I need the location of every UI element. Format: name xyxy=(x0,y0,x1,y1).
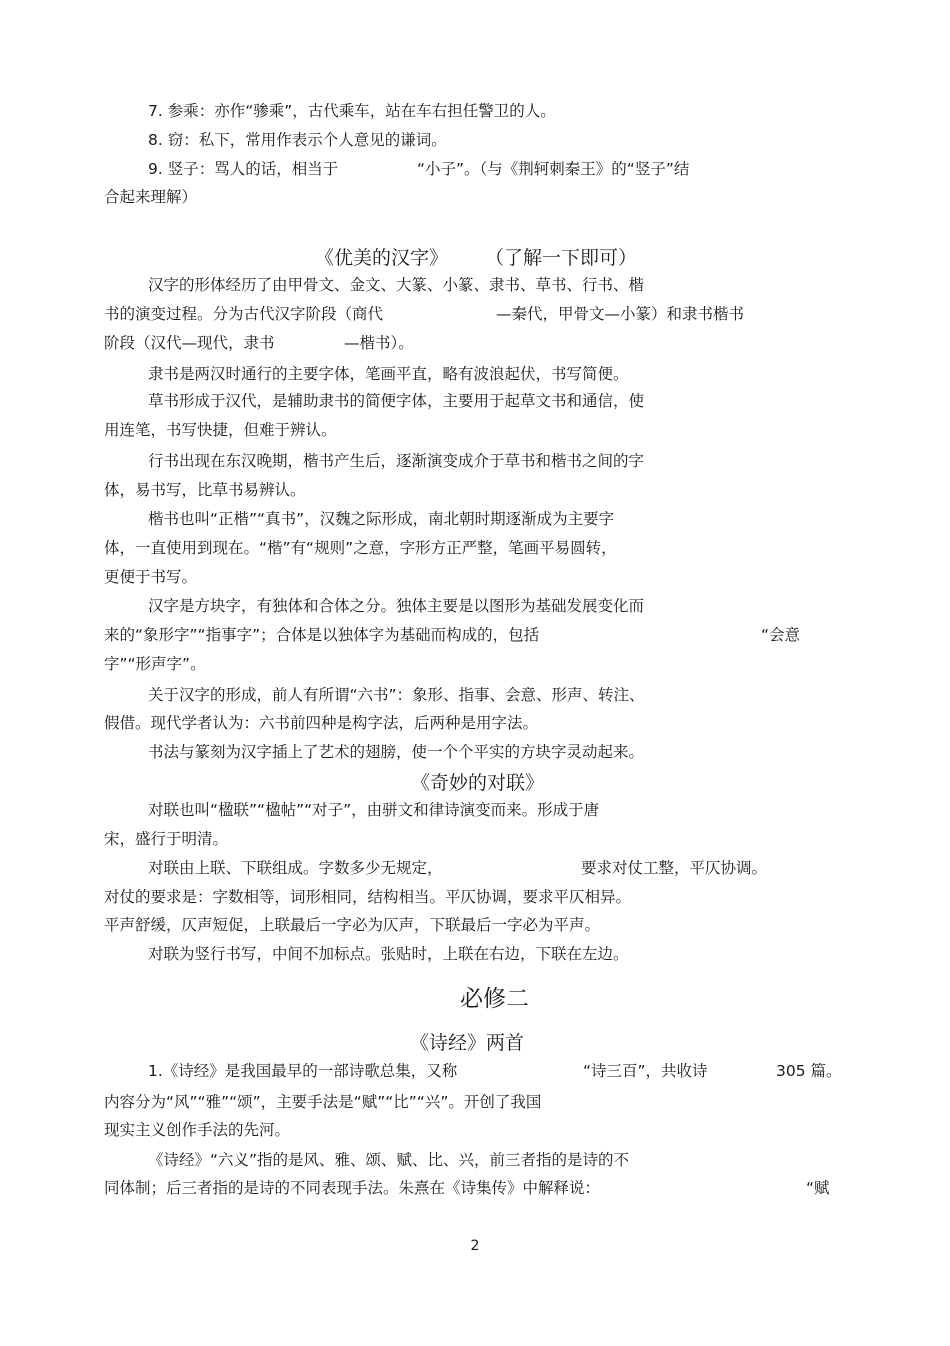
text-line: 阶段（汉代—现代，隶书 xyxy=(104,334,275,352)
text-line: 汉字的形体经历了由甲骨文、金文、大篆、小篆、隶书、草书、行书、楷 xyxy=(148,276,645,294)
text-line: 关于汉字的形成，前人有所谓“六书”：象形、指事、会意、形声、转注、 xyxy=(148,686,645,704)
text-line: 行书出现在东汉晚期，楷书产生后，逐渐演变成介于草书和楷书之间的字 xyxy=(148,452,645,470)
text-line: 对仗的要求是：字数相等，词形相同，结构相当。平仄协调，要求平仄相异。 xyxy=(104,888,632,906)
text-line: 体，一直使用到现在。“楷”有“规则”之意，字形方正严整，笔画平易圆转， xyxy=(104,539,617,557)
section-title: 《奇妙的对联》 xyxy=(411,772,545,794)
text-line: 对联为竖行书写，中间不加标点。张贴时，上联在右边，下联在左边。 xyxy=(148,945,629,963)
section-title: 《优美的汉字》 xyxy=(315,247,449,269)
text-line: 宋，盛行于明清。 xyxy=(104,830,229,848)
text-line: 对联也叫“楹联”“楹帖”“对子”，由骈文和律诗演变而来。形成于唐 xyxy=(148,801,600,819)
text-line: “小子”。（与《荆轲刺秦王》的“竖子”结 xyxy=(417,160,690,178)
text-line: 同体制；后三者指的是诗的不同表现手法。朱熹在《诗集传》中解释说： xyxy=(104,1179,601,1197)
text-line: 楷书也叫“正楷”“真书”，汉魏之际形成，南北朝时期逐渐成为主要字 xyxy=(148,510,615,528)
text-line: 《诗经》“六义”指的是风、雅、颂、赋、比、兴，前三者指的是诗的不 xyxy=(148,1151,630,1169)
text-line: 书的演变过程。分为古代汉字阶段（商代 xyxy=(104,305,384,323)
text-line: 9. 竖子：骂人的话，相当于 xyxy=(148,160,339,178)
text-line: 隶书是两汉时通行的主要字体，笔画平直，略有波浪起伏，书写简便。 xyxy=(148,365,629,383)
text-line: —楷书）。 xyxy=(344,334,414,352)
text-line: 汉字是方块字，有独体和合体之分。独体主要是以图形为基础发展变化而 xyxy=(148,597,645,615)
text-line: 现实主义创作手法的先河。 xyxy=(104,1121,291,1139)
text-line: 字”“形声字”。 xyxy=(104,655,206,673)
section-note: （了解一下即可） xyxy=(485,247,638,269)
text-line: 平声舒缓，仄声短促，上联最后一字必为仄声，下联最后一字必为平声。 xyxy=(104,916,601,934)
text-line: —秦代，甲骨文—小篆）和隶书楷书 xyxy=(496,305,745,323)
text-line: 用连笔，书写快捷，但难于辨认。 xyxy=(104,421,337,439)
text-line: 假借。现代学者认为：六书前四种是构字法，后两种是用字法。 xyxy=(104,714,539,732)
text-line: “赋 xyxy=(806,1179,830,1197)
text-line: 内容分为“风”“雅”“颂”，主要手法是“赋”“比”“兴”。开创了我国 xyxy=(104,1093,542,1111)
text-line: 对联由上联、下联组成。字数多少无规定， xyxy=(148,859,443,877)
text-line: 体，易书写，比草书易辨认。 xyxy=(104,481,306,499)
section-title: 《诗经》两首 xyxy=(410,1032,525,1054)
page-number: 2 xyxy=(470,1238,480,1254)
text-line: 来的“象形字”“指事字”；合体是以独体字为基础而构成的，包括 xyxy=(104,626,540,644)
text-line: 1.《诗经》是我国最早的一部诗歌总集，又称 xyxy=(148,1062,458,1080)
text-line: 要求对仗工整，平仄协调。 xyxy=(581,859,768,877)
text-line: 305 篇。 xyxy=(776,1062,842,1080)
text-line: 7. 参乘：亦作“骖乘”，古代乘车，站在车右担任警卫的人。 xyxy=(148,102,556,120)
chapter-title: 必修二 xyxy=(460,986,529,1012)
text-line: “诗三百”，共收诗 xyxy=(583,1062,708,1080)
text-line: “会意 xyxy=(761,626,801,644)
text-line: 草书形成于汉代，是辅助隶书的简便字体，主要用于起草文书和通信，使 xyxy=(148,392,645,410)
text-line: 8. 窃：私下，常用作表示个人意见的谦词。 xyxy=(148,131,447,149)
text-line: 书法与篆刻为汉字插上了艺术的翅膀，使一个个平实的方块字灵动起来。 xyxy=(148,743,645,761)
text-line: 更便于书写。 xyxy=(104,568,198,586)
text-line: 合起来理解） xyxy=(104,188,198,206)
